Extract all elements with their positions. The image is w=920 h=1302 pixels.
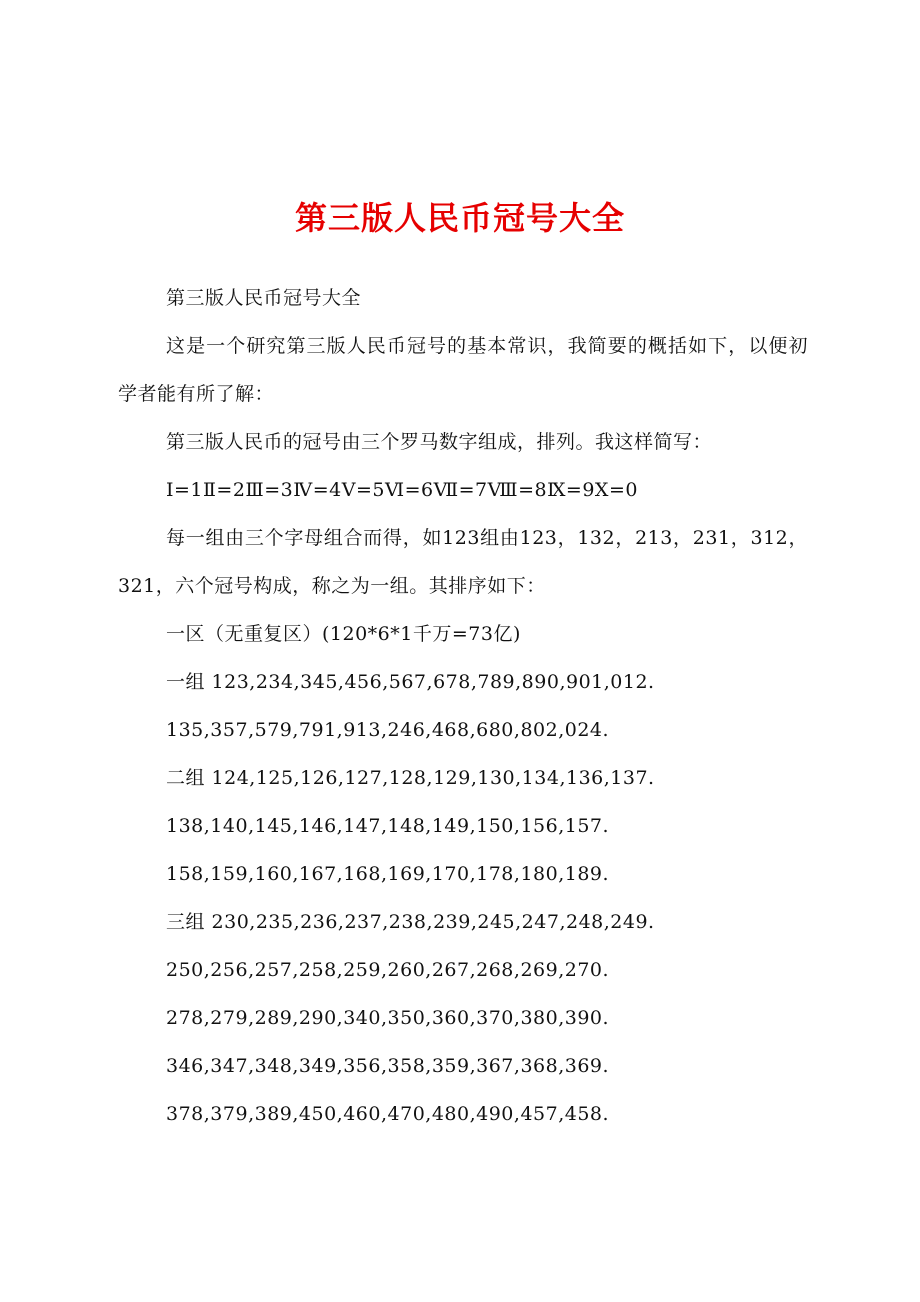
paragraph-format: 第三版人民币的冠号由三个罗马数字组成，排列。我这样简写：	[166, 431, 713, 453]
group-line: 一组 123,234,345,456,567,678,789,890,901,012.	[166, 671, 655, 693]
group-line: 378,379,389,450,460,470,480,490,457,458.	[166, 1103, 610, 1125]
document-body	[118, 274, 808, 1138]
group-line: 138,140,145,146,147,148,149,150,156,157.	[166, 815, 610, 837]
group-line: 二组 124,125,126,127,128,129,130,134,136,137.	[166, 767, 655, 789]
section-heading-zone-1: 一区（无重复区）(120*6*1千万=73亿)	[166, 623, 521, 645]
group-line: 278,279,289,290,340,350,360,370,380,390.	[166, 1007, 610, 1029]
group-line: 135,357,579,791,913,246,468,680,802,024.	[166, 719, 610, 741]
group-line: 三组 230,235,236,237,238,239,245,247,248,249.	[166, 911, 655, 933]
paragraph-intro: 这是一个研究第三版人民币冠号的基本常识，我简要的概括如下，以便初学者能有所了解：	[118, 335, 808, 405]
document-title: 第三版人民币冠号大全	[294, 199, 625, 237]
paragraph-grouping: 每一组由三个字母组合而得，如123组由123，132，213，231，312，321，六个冠号构成，称之为一组。其排序如下：	[118, 527, 808, 597]
group-line: 346,347,348,349,356,358,359,367,368,369.	[166, 1055, 610, 1077]
roman-numeral-mapping: Ⅰ=1Ⅱ=2Ⅲ=3Ⅳ=4Ⅴ=5Ⅵ=6Ⅶ=7Ⅷ=8Ⅸ=9Ⅹ=0	[166, 479, 638, 501]
paragraph-heading: 第三版人民币冠号大全	[166, 287, 362, 309]
group-line: 158,159,160,167,168,169,170,178,180,189.	[166, 863, 610, 885]
group-line: 250,256,257,258,259,260,267,268,269,270.	[166, 959, 610, 981]
